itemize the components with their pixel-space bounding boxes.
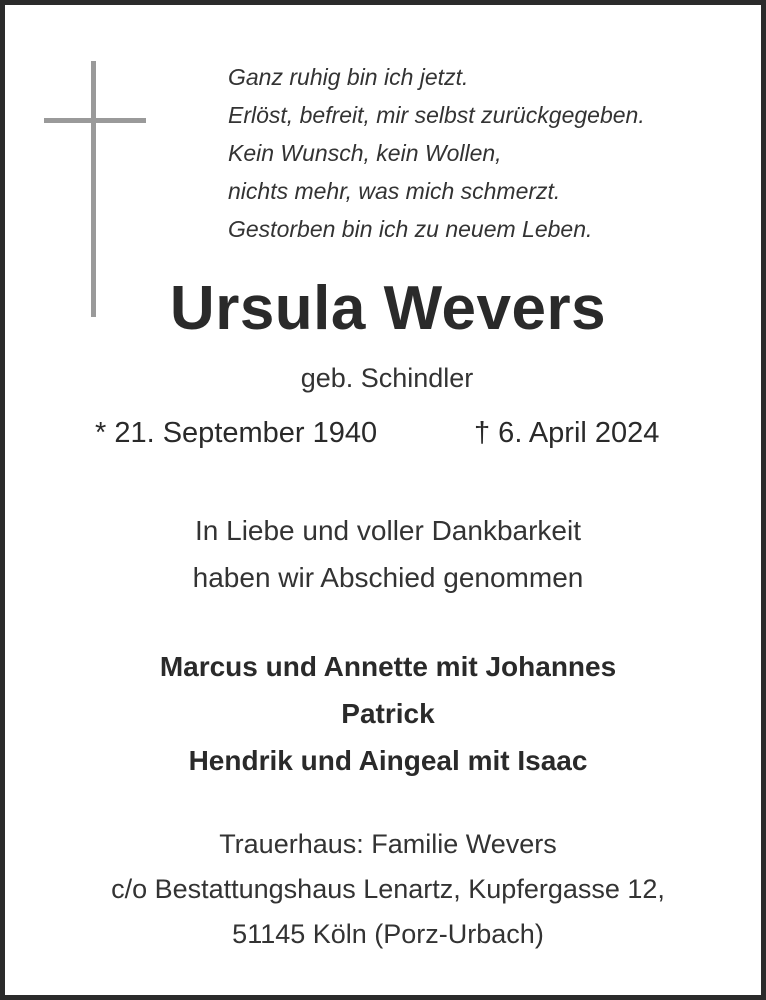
address-line: c/o Bestattungshaus Lenartz, Kupfergasse 12, <box>111 874 665 904</box>
poem-line: Gestorben bin ich zu neuem Leben. <box>228 216 593 242</box>
farewell-line: In Liebe und voller Dankbarkeit <box>194 515 581 546</box>
poem-line: Erlöst, befreit, mir selbst zurückgegeben. <box>228 102 645 128</box>
mourner-line: Hendrik und Aingeal mit Isaac <box>188 745 588 776</box>
deceased-name: Ursula Wevers <box>169 274 607 343</box>
poem-line: nichts mehr, was mich schmerzt. <box>228 178 561 204</box>
maiden-name: geb. Schindler <box>300 363 474 393</box>
poem-line: Kein Wunsch, kein Wollen, <box>228 140 502 166</box>
death-date: † 6. April 2024 <box>474 417 660 449</box>
poem <box>228 58 645 248</box>
birth-date: * 21. September 1940 <box>95 417 378 449</box>
address-line: 51145 Köln (Porz-Urbach) <box>232 919 544 949</box>
mourner-line: Patrick <box>341 698 435 729</box>
mourners-list <box>5 643 766 784</box>
poem-line: Ganz ruhig bin ich jetzt. <box>228 64 469 90</box>
address-line: Trauerhaus: Familie Wevers <box>219 829 557 859</box>
farewell-line: haben wir Abschied genommen <box>192 562 584 593</box>
mourning-address <box>5 822 766 957</box>
farewell-text <box>5 507 766 601</box>
cross-horizontal-bar <box>44 118 146 123</box>
mourner-line: Marcus und Annette mit Johannes <box>159 651 617 682</box>
